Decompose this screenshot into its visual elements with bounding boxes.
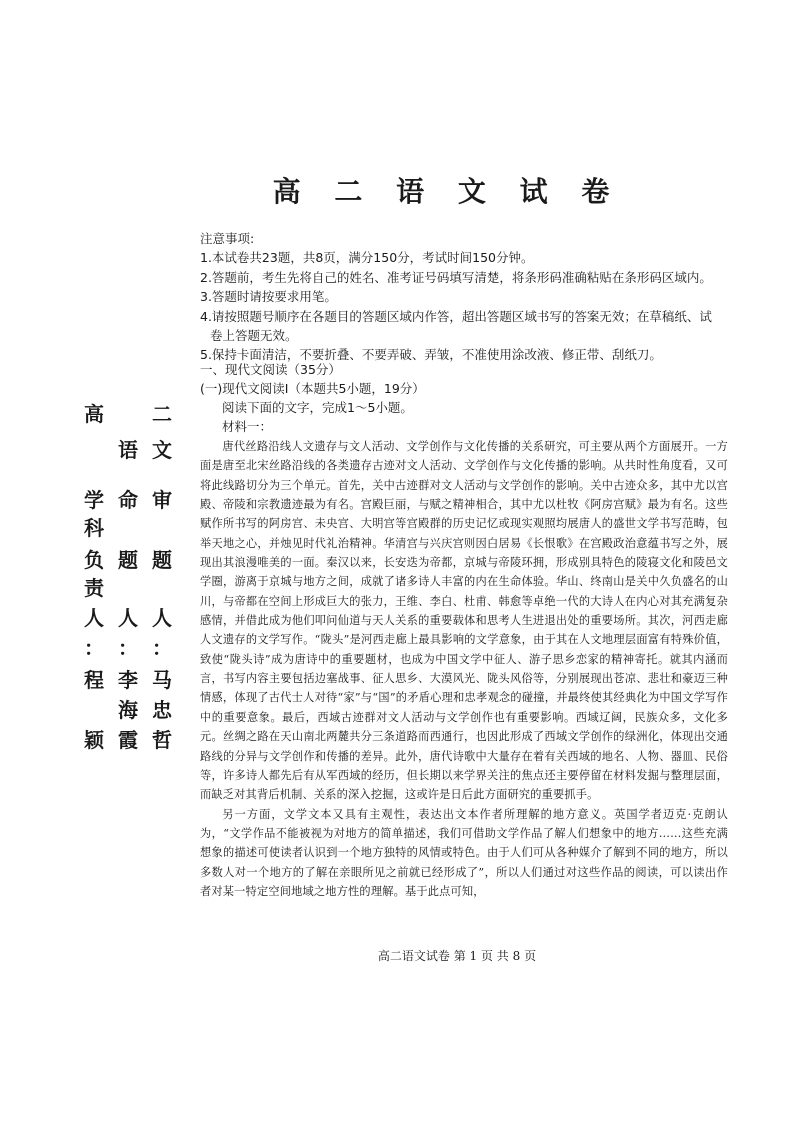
notice-item: 2.答题前，考生先将自己的姓名、准考证号码填写清楚，将条形码准确粘贴在条形码区域内。 <box>200 269 712 285</box>
section-header <box>200 360 740 436</box>
section-sub-title: (一)现代文阅读Ⅰ（本题共5小题，19分） <box>200 381 425 396</box>
sidebar-char: 学 <box>84 488 104 512</box>
sidebar-row <box>80 602 190 630</box>
sidebar-char: 马 <box>152 668 172 692</box>
sidebar-row <box>80 544 190 572</box>
section-part-title: 一、现代文阅读（35分） <box>200 362 341 377</box>
sidebar-row <box>80 512 190 540</box>
sidebar-char: 人 <box>152 606 172 630</box>
sidebar-row <box>80 632 190 660</box>
notice-item-continued: 卷上答题无效。 <box>210 328 298 344</box>
notice-heading: 注意事项: <box>200 231 255 246</box>
sidebar-row <box>80 694 190 722</box>
sidebar-char: 海 <box>118 698 138 722</box>
sidebar-char: 程 <box>84 668 104 692</box>
notice-item: 1.本试卷共23题，共8页，满分150分，考试时间150分钟。 <box>200 250 534 266</box>
sidebar-char: 颖 <box>84 728 104 752</box>
sidebar-row <box>80 664 190 692</box>
sidebar-char: 语 <box>118 438 138 462</box>
notice-item: 5.保持卡面清洁，不要折叠、不要弄破、弄皱，不准使用涂改液、修正带、刮纸刀。 <box>200 347 662 363</box>
sidebar-char: 霞 <box>118 728 138 752</box>
sidebar-char: 人 <box>118 606 138 630</box>
sidebar-row <box>80 434 190 462</box>
sidebar-char: 文 <box>152 438 172 462</box>
page-title: 高 二 语 文 试 卷 <box>272 175 622 208</box>
passage-paragraph: 另一方面，文学文本又具有主观性，表达出文本作者所理解的地方意义。英国学者迈克·克朗认为，“文学作品不能被视为对地方的简单描述，我们可借助文学作品了解人们想象中的地方……这些充满想象的描述可使读者认识到一个地方独特的风情或特色。由于人们可从各种媒介了解到不同的地方，所以多数人对一个地方的了解在亲眼所见之前就已经形成了”，所以人们通过对这些作品的阅读，可以读出作者对某一特定空间地域之地方性的理解。基于此点可知， <box>200 807 728 898</box>
sidebar-row <box>80 398 190 426</box>
passage-paragraph: 唐代丝路沿线人文遗存与文人活动、文学创作与文化传播的关系研究，可主要从两个方面展开。一方面是唐至北宋丝路沿线的各类遗存古迹对文人活动、文学创作与文化传播的影响。从共时性角度看，又可将此线路切分为三个单元。首先，关中古迹群对文人活动与文学创作的影响。关中古迹众多，其中尤以宫殿、帝陵和宗教遗迹最为有名。宫殿巨丽，与赋之精神相合，其中尤以杜牧《阿房宫赋》最为有名。这些赋作所书写的阿房宫、未央宫、大明宫等宫殿群的历史记忆或现实观照均展唐人的盛世文学书写范畴，包举天地之心，并烛见时代礼治精神。华清宫与兴庆宫则因白居易《长恨歌》在宫殿政治意蕴书写之外，展现出其浪漫唯美的一面。秦汉以来，长安迭为帝都，京城与帝陵环拥，形成别具特色的陵寝文化和陵邑文学圈，游离于京城与地方之间，成就了诸多诗人丰富的内在生命体验。华山、终南山是关中久负盛名的山川，与帝都在空间上形成巨大的张力，王维、李白、杜甫、韩愈等卓绝一代的大诗人在内心对其充满复杂感情，并借此成为他们叩问仙道与天人关系的重要载体和思考人生进退出处的重要场所。其次，河西走廊人文遗存的文学写作。“陇头”是河西走廊上最具影响的文学意象，由于其在人文地理层面富有特殊价值，致使“陇头诗”成为唐诗中的重要题材，也成为中国文学中征人、游子思乡恋家的精神寄托。就其内涵而言，书写内容主要包括边塞战事、征人思乡、大漠风光、陇头风俗等，分别展现出苍凉、悲壮和豪迈三种情感，体现了古代士人对待“家”与“国”的矛盾心理和忠孝观念的碰撞，并最终使其经典化为中国文学写作中的重要意象。最后，西域古迹群对文人活动与文学创作也有重要影响。西域辽阔，民族众多，文化多元。丝绸之路在天山南北两麓共分三条道路而西通行，也因此形成了西域文学创作的绿洲化，体现出交通路线的分异与文学创作和传播的差异。此外，唐代诗歌中大量存在着有关西域的地名、人物、器皿、民俗等，许多诗人都先后有从军西域的经历，但长期以来学界关注的焦点还主要停留在材料发掘与整理层面，而缺乏对其背后机制、关系的深入挖掘，这或许是日后此方面研究的重要抓手。 <box>200 440 728 802</box>
page-footer: 高二语文试卷 第 1 页 共 8 页 <box>377 949 537 963</box>
notice-item: 4.请按照题号顺序在各题目的答题区域内作答，超出答题区域书写的答案无效；在草稿纸、试 <box>200 308 712 324</box>
sidebar-char: 命 <box>118 488 138 512</box>
sidebar-row <box>80 572 190 600</box>
sidebar-row <box>80 484 190 512</box>
sidebar-char: ： <box>118 636 138 660</box>
sidebar-char: 二 <box>152 402 172 426</box>
reading-instruction: 阅读下面的文字，完成1～5小题。 <box>222 400 413 415</box>
sidebar-char: 李 <box>118 668 138 692</box>
sidebar-char: 题 <box>152 548 172 572</box>
sidebar-char: 人 <box>84 606 104 630</box>
exam-notice <box>200 229 740 365</box>
sidebar-char: ： <box>152 636 172 660</box>
notice-item: 3.答题时请按要求用笔。 <box>200 289 337 305</box>
sidebar-char: 高 <box>84 402 104 426</box>
sidebar-char: 忠 <box>152 698 172 722</box>
sidebar-char: 科 <box>84 516 104 540</box>
sidebar-char: ： <box>84 636 104 660</box>
sidebar-char: 审 <box>152 488 172 512</box>
material-label: 材料一： <box>222 419 273 434</box>
sidebar-char: 题 <box>118 548 138 572</box>
sidebar-char: 负 <box>84 548 104 572</box>
sidebar-char: 责 <box>84 576 104 600</box>
sidebar-char: 哲 <box>152 728 172 752</box>
reading-passage <box>200 437 728 901</box>
sidebar-row <box>80 724 190 752</box>
